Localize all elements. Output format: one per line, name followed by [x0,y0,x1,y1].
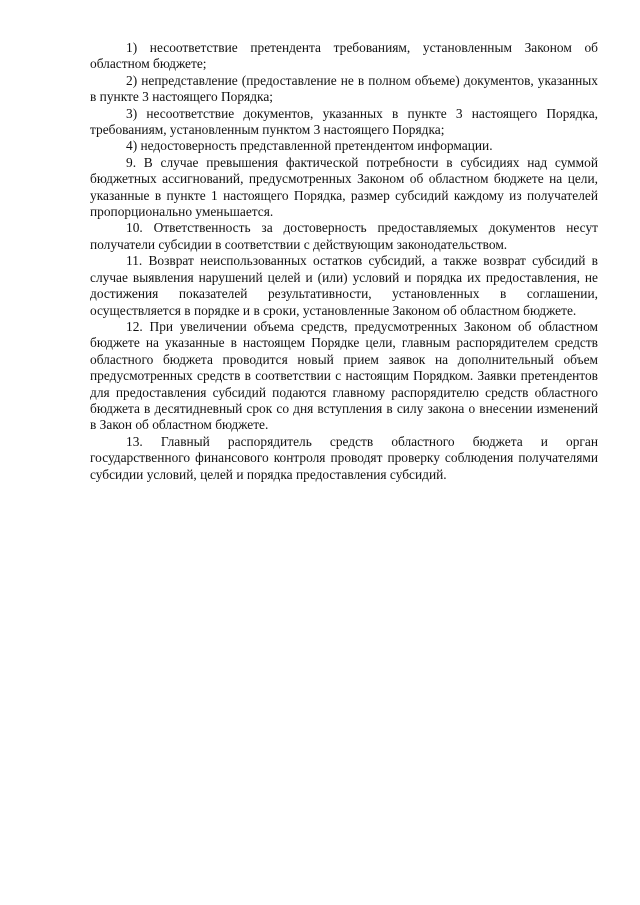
section-11: 11. Возврат неиспользованных остатков субсидий, а также возврат субсидий в случае выявления нарушений целей и (или) условий и порядка их предоставления, не достижения показателей результативности, установленных в соглашении, осуществляется в порядке и в сроки, установленные Законом об областном бюджете. [90,253,598,318]
section-12: 12. При увеличении объема средств, предусмотренных Законом об областном бюджете на указанные в настоящем Порядке цели, главным распорядителем средств областного бюджета проводится новый прием заявок на дополнительный объем предусмотренных средств в соответствии с настоящим Порядком. Заявки претендентов для предоставления субсидий подаются главному распорядителю средств областного бюджета в десятидневный срок со дня вступления в силу закона о внесении изменений в Закон об областном бюджете. [90,318,598,433]
item-4: 4) недостоверность представленной претендентом информации. [126,138,493,154]
section-10: 10. Ответственность за достоверность предоставляемых документов несут получатели субсидии в соответствии с действующим законодательством. [90,220,598,252]
item-2: 2) непредставление (предоставление не в полном объеме) документов, указанных в пункте 3 настоящего Порядка; [90,72,598,105]
section-13: 13. Главный распорядитель средств областного бюджета и орган государственного финансового контроля проводят проверку соблюдения получателями субсидии условий, целей и порядка предоставления субсидий. [90,433,598,482]
item-3: 3) несоответствие документов, указанных в пункте 3 настоящего Порядка, требованиям, установленным пунктом 3 настоящего Порядка; [90,105,598,138]
document-body [90,40,598,483]
section-9: 9. В случае превышения фактической потребности в субсидиях над суммой бюджетных ассигнований, предусмотренных Законом об областном бюджете на цели, указанные в пункте 1 настоящего Порядка, размер субсидий каждому из получателей пропорционально уменьшается. [90,154,598,220]
item-1: 1) несоответствие претендента требованиям, установленным Законом об областном бюджете; [90,40,598,72]
